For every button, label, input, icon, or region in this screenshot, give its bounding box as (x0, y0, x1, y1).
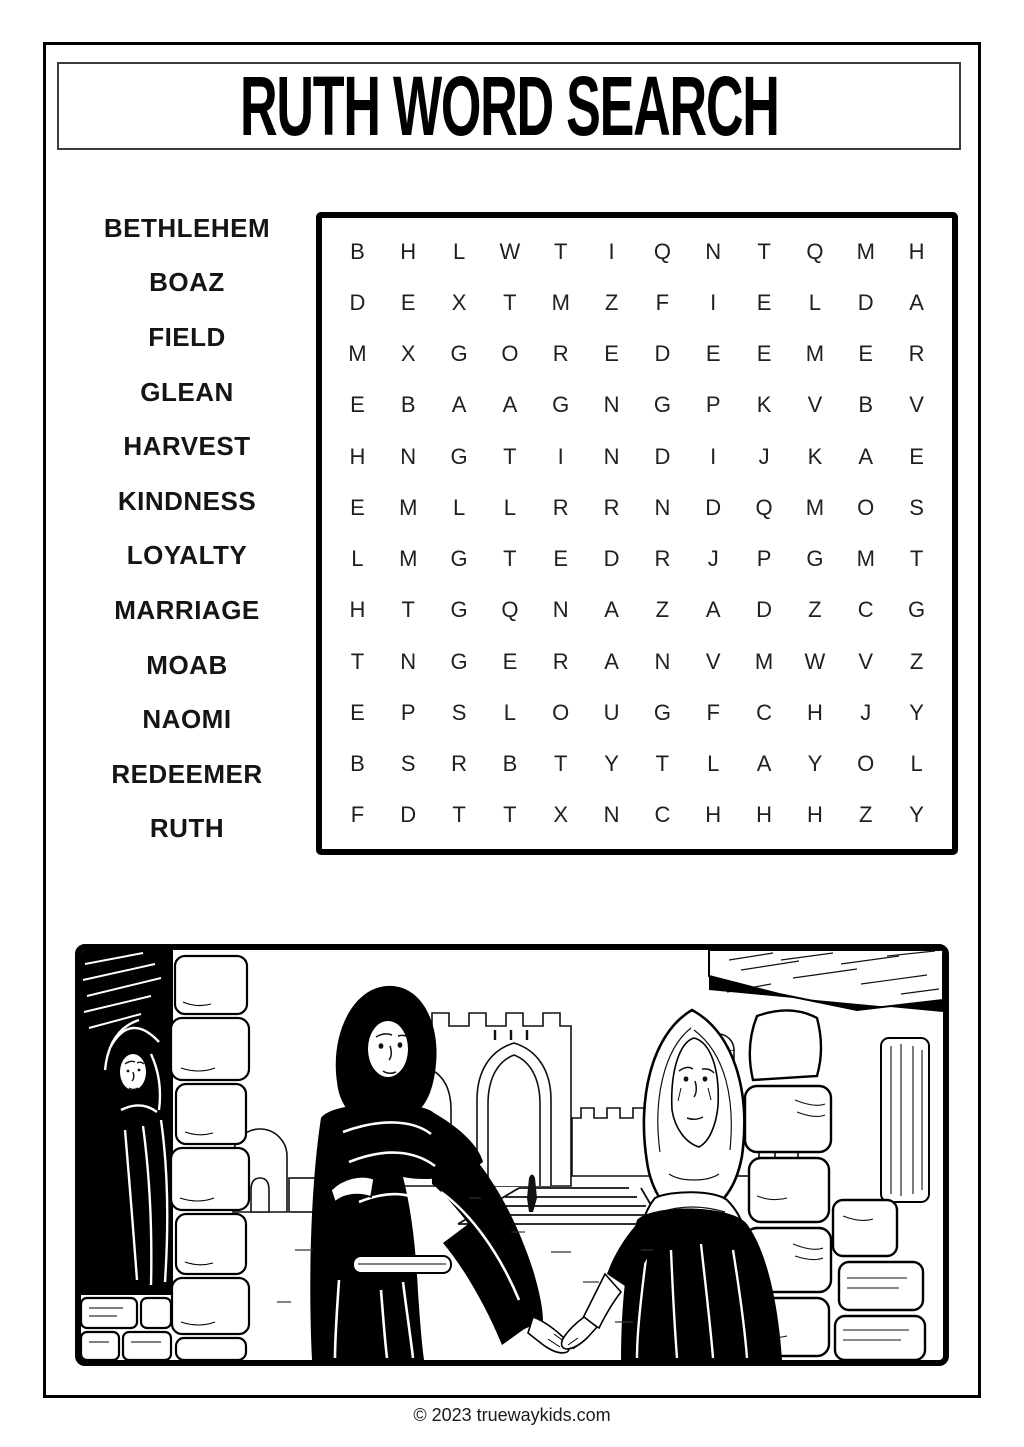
grid-cell: G (653, 392, 671, 418)
grid-cell: Z (604, 289, 619, 315)
word-list-item: NAOMI (142, 704, 232, 735)
grid-cell: A (604, 597, 619, 623)
grid-cell: T (554, 238, 568, 264)
grid-cell: O (857, 494, 875, 520)
grid-cell: N (400, 443, 417, 469)
grid-cell: W (499, 238, 521, 264)
grid-cell: B (858, 392, 874, 418)
grid-cell: E (350, 392, 365, 418)
grid-cell: H (806, 802, 823, 828)
grid-cell: G (450, 648, 468, 674)
grid-cell: H (400, 238, 417, 264)
grid-cell: H (908, 238, 925, 264)
grid-cell: D (400, 802, 417, 828)
grid-cell: K (756, 392, 772, 418)
grid-cell: B (400, 392, 416, 418)
grid-cell: T (350, 648, 365, 674)
grid-cell: T (554, 751, 568, 777)
grid-cell: L (351, 546, 364, 572)
grid-cell: A (756, 751, 772, 777)
grid-cell: W (804, 648, 826, 674)
grid-cell: E (553, 546, 569, 572)
grid-cell: X (451, 289, 467, 315)
grid-cell: M (399, 546, 418, 572)
grid-cell: T (401, 597, 415, 623)
grid-cell: Z (808, 597, 822, 623)
grid-cell: R (908, 341, 925, 367)
grid-cell: Y (807, 751, 823, 777)
word-list-item: REDEEMER (111, 758, 263, 789)
grid-cell: B (350, 751, 365, 777)
grid-cell: C (857, 597, 874, 623)
grid-cell: V (909, 392, 924, 418)
grid-cell: A (705, 597, 721, 623)
word-list-item: KINDNESS (117, 485, 257, 516)
grid-cell: D (705, 494, 722, 520)
grid-cell: N (552, 597, 569, 623)
grid-cell: Q (501, 597, 519, 623)
grid-cell: V (705, 648, 721, 674)
grid-cell: J (860, 699, 872, 725)
grid-cell: H (806, 699, 823, 725)
grid-cell: J (758, 443, 770, 469)
grid-cell: E (909, 443, 924, 469)
page-title: RUTH WORD SEARCH (239, 59, 779, 153)
grid-cell: I (608, 238, 615, 264)
grid-cell: I (710, 289, 717, 315)
grid-cell: J (707, 546, 719, 572)
grid-cell: L (452, 494, 466, 520)
grid-cell: T (655, 751, 670, 777)
grid-cell: M (856, 238, 875, 264)
grid-cell: E (350, 494, 365, 520)
grid-cell: V (807, 392, 823, 418)
word-list-item: FIELD (148, 321, 226, 352)
grid-cell: T (503, 443, 517, 469)
grid-cell: P (756, 546, 772, 572)
grid-cell: M (754, 648, 774, 674)
word-list-item: GLEAN (140, 376, 234, 407)
grid-cell: C (756, 699, 773, 725)
grid-cell: O (552, 699, 570, 725)
grid-cell: H (349, 597, 366, 623)
grid-cell: Y (909, 699, 924, 725)
word-list-item: BOAZ (149, 267, 225, 298)
grid-cell: T (909, 546, 924, 572)
grid-cell: E (756, 341, 772, 367)
grid-cell: E (502, 648, 518, 674)
grid-cell: Y (604, 751, 619, 777)
grid-cell: L (707, 751, 720, 777)
grid-cell: D (857, 289, 874, 315)
grid-cell: A (502, 392, 518, 418)
grid-cell: O (857, 751, 875, 777)
word-list-item: MARRIAGE (114, 594, 260, 625)
grid-cell: Q (653, 238, 671, 264)
grid-cell: G (450, 341, 468, 367)
grid-cell: D (603, 546, 620, 572)
grid-cell: G (450, 546, 468, 572)
word-list-item: HARVEST (123, 431, 251, 462)
grid-cell: E (400, 289, 416, 315)
grid-cell: Q (806, 238, 824, 264)
word-list-item: MOAB (146, 649, 228, 680)
grid-cell: N (654, 648, 671, 674)
grid-cell: E (858, 341, 874, 367)
grid-cell: D (349, 289, 366, 315)
grid-cell: Z (655, 597, 670, 623)
grid-cell: R (552, 494, 569, 520)
word-grid (316, 212, 958, 855)
grid-cell: H (756, 802, 773, 828)
grid-cell: N (705, 238, 722, 264)
grid-cell: N (654, 494, 671, 520)
grid-cell: G (450, 597, 468, 623)
grid-cell: H (705, 802, 722, 828)
grid-cell: H (349, 443, 366, 469)
grid-cell: A (451, 392, 467, 418)
grid-cell: O (501, 341, 519, 367)
grid-cell: A (604, 648, 619, 674)
grid-cell: B (502, 751, 518, 777)
grid-cell: L (910, 751, 923, 777)
grid-cell: N (603, 443, 620, 469)
grid-cell: U (603, 699, 620, 725)
grid-cell: S (451, 699, 467, 725)
grid-cell: V (858, 648, 874, 674)
grid-cell: E (350, 699, 365, 725)
title-box (57, 59, 961, 153)
grid-cell: I (710, 443, 717, 469)
grid-cell: M (805, 341, 825, 367)
grid-cell: Z (859, 802, 873, 828)
grid-cell: G (450, 443, 468, 469)
grid-cell: Y (909, 802, 924, 828)
grid-cell: B (350, 238, 365, 264)
grid-cell: F (655, 289, 670, 315)
grid-cell: L (452, 238, 466, 264)
footer-text: © 2023 truewaykids.com (413, 1405, 611, 1425)
grid-cell: R (654, 546, 671, 572)
word-list-item: BETHLEHEM (103, 212, 271, 243)
grid-cell: A (858, 443, 874, 469)
grid-cell: M (856, 546, 875, 572)
grid-cell: M (399, 494, 418, 520)
grid-cell: R (552, 648, 569, 674)
grid-cell: S (400, 751, 416, 777)
grid-cell: A (909, 289, 924, 315)
grid-cell: D (756, 597, 773, 623)
grid-cell: L (503, 699, 517, 725)
grid-cell: M (805, 494, 825, 520)
word-list-item: LOYALTY (126, 540, 248, 571)
grid-cell: K (807, 443, 823, 469)
grid-cell: P (705, 392, 721, 418)
illustration-doorway-left (81, 950, 173, 1295)
grid-cell: D (654, 443, 671, 469)
grid-cell: T (503, 802, 517, 828)
grid-cell: E (604, 341, 619, 367)
grid-cell: Q (755, 494, 773, 520)
grid-cell: T (757, 238, 771, 264)
grid-cell: T (503, 546, 517, 572)
grid-cell: X (553, 802, 569, 828)
grid-cell: T (452, 802, 466, 828)
grid-cell: P (400, 699, 416, 725)
grid-cell: G (552, 392, 570, 418)
grid-cell: R (552, 341, 569, 367)
grid-cell: G (653, 699, 671, 725)
grid-cell: M (551, 289, 570, 315)
grid-cell: I (557, 443, 564, 469)
illustration-frame (75, 944, 949, 1366)
grid-cell: F (706, 699, 720, 725)
grid-cell: R (451, 751, 468, 777)
grid-cell: C (654, 802, 671, 828)
grid-cell: L (808, 289, 822, 315)
ruth-naomi-illustration (81, 950, 943, 1360)
grid-cell: F (350, 802, 365, 828)
grid-cell: E (705, 341, 721, 367)
grid-cell: G (806, 546, 824, 572)
word-list-item: RUTH (149, 813, 225, 844)
grid-cell: D (654, 341, 671, 367)
grid-cell: G (908, 597, 926, 623)
grid-cell: R (603, 494, 620, 520)
grid-cell: L (503, 494, 517, 520)
grid-cell: E (756, 289, 772, 315)
grid-cell: N (603, 802, 620, 828)
grid-cell: T (503, 289, 517, 315)
grid-cell: X (400, 341, 416, 367)
grid-cell: M (348, 341, 367, 367)
grid-cell: Z (909, 648, 924, 674)
word-list (68, 201, 306, 856)
grid-cell: N (603, 392, 620, 418)
grid-cell: N (400, 648, 417, 674)
grid-cell: S (909, 494, 924, 520)
